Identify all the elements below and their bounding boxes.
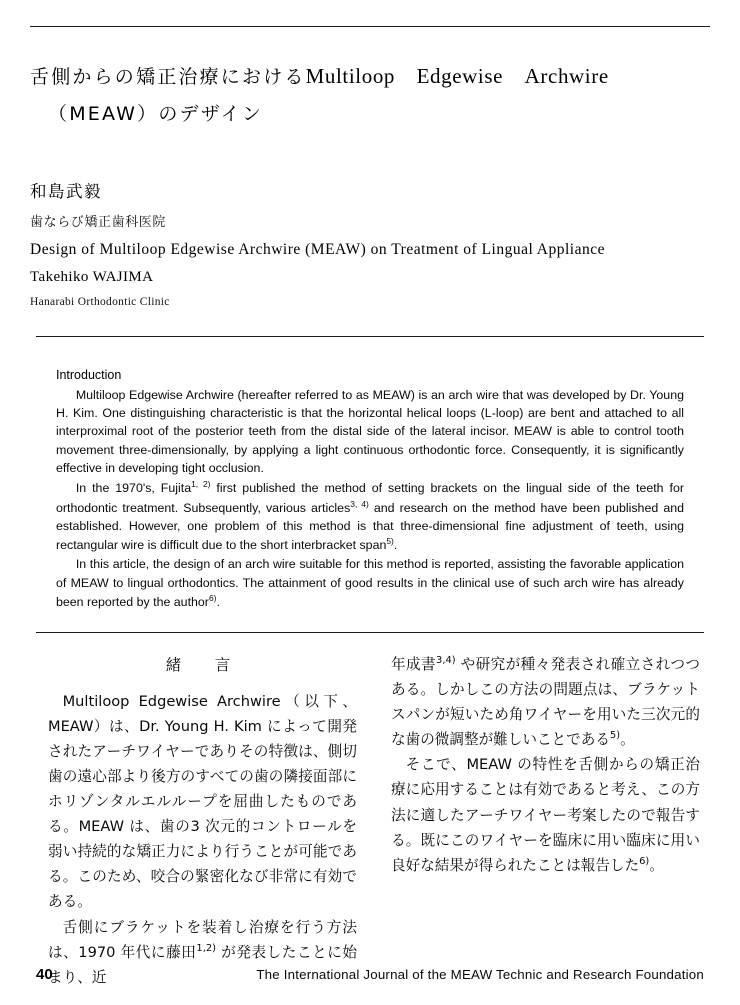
introduction-paragraph-3: In this article, the design of an arch wire suitable for this method is reported, assisting the favorable application of MEAW to lingual orthodontics. The attainment of good results in the clinical use of such arch wire has already been reported by the author$^{6)}$. [56,557,684,610]
title-jp-prefix: 舌側からの矯正治療における [30,66,306,88]
section-divider-bottom [36,632,704,633]
title-en-part: Multiloop Edgewise Archwire [305,64,609,88]
column-left [40,652,357,990]
author-name-jp: 和島武毅 [30,182,102,201]
introduction-heading: Introduction [56,368,122,382]
section-divider-top [36,336,704,337]
affiliation-jp: 歯ならび矯正歯科医院 [30,215,167,230]
introduction-paragraph-2: In the 1970's, Fujita$^{1, 2)}$ first published the method of setting brackets on the lingual side of the teeth for orthodontic treatment. Subsequently, various articles$^{3, 4)}$ and research on the method have been published and established. However, one problem of this method is that three-dimensional fine adjustment of teeth, using rectangular wire is difficult due to the short interbracket span$^{5)}$. [56,479,684,553]
section-heading-jp: 緒 言 [165,656,240,674]
author-block [30,178,710,308]
affiliation-en: Hanarabi Orthodontic Clinic [30,296,170,308]
jp-paragraph-4: そこで、MEAW の特性を舌側からの矯正治療に応用することは有効であると考え、この方法に適したアーチワイヤー考案したので報告する。既にこのワイヤーを臨床に用い臨床に用い良好な結果が得られたことは報告した$^{6)}$。 [391,756,700,874]
jp-paragraph-1: Multiloop Edgewise Archwire（以下、MEAW）は、Dr. Young H. Kim によって開発されたアーチワイヤーでありその特徴は、側切歯の遠心部より後方のすべての歯の隣接面部にホリゾンタルエルループを屈曲したものである。MEAW は、歯の3 次元的コントロールを弱い持続的な矯正力により行うことが可能である。このため、咬合の緊密化なび非常に有効である。 [48,692,357,911]
title-english: Design of Multiloop Edgewise Archwire (MEAW) on Treatment of Lingual Appliance [30,241,605,258]
title-jp-suffix: （MEAW）のデザイン [48,102,264,125]
page-number: 40 [36,966,53,983]
japanese-body [40,652,700,990]
header-divider [30,26,710,27]
column-right [391,652,700,990]
title-block [30,60,710,131]
page-footer [36,966,704,983]
jp-paragraph-3: 年成書$^{3,4)}$ や研究が種々発表され確立されつつある。しかしこの方法の問題点は、ブラケットスパンが短いため角ワイヤーを用いた三次元的な歯の微調整が難しいことである$^{5)}$。 [391,655,700,749]
title-line-1 [30,60,710,94]
jp-paragraph-2: 舌側にブラケットを装着し治療を行う方法は、1970 年代に藤田$^{1,2)}$ が発表したことに始まり、近 [48,918,358,986]
title-line-2 [48,99,710,131]
journal-name: The International Journal of the MEAW Technic and Research Foundation [256,967,704,982]
introduction-paragraph-1: Multiloop Edgewise Archwire (hereafter referred to as MEAW) is an arch wire that was developed by Dr. Young H. Kim. One distinguishing characteristic is that the horizontal helical loops (L-loop) are bent and attached to all interproximal root of the posterior teeth from the distal side of the lateral incisor. MEAW is able to control tooth movement three-dimensionally, by applying a light continuous orthodontic force. Consequently, it is significantly effective in developing tight occlusion. [56,388,684,475]
introduction-section [56,368,684,611]
author-name-en: Takehiko WAJIMA [30,269,154,285]
